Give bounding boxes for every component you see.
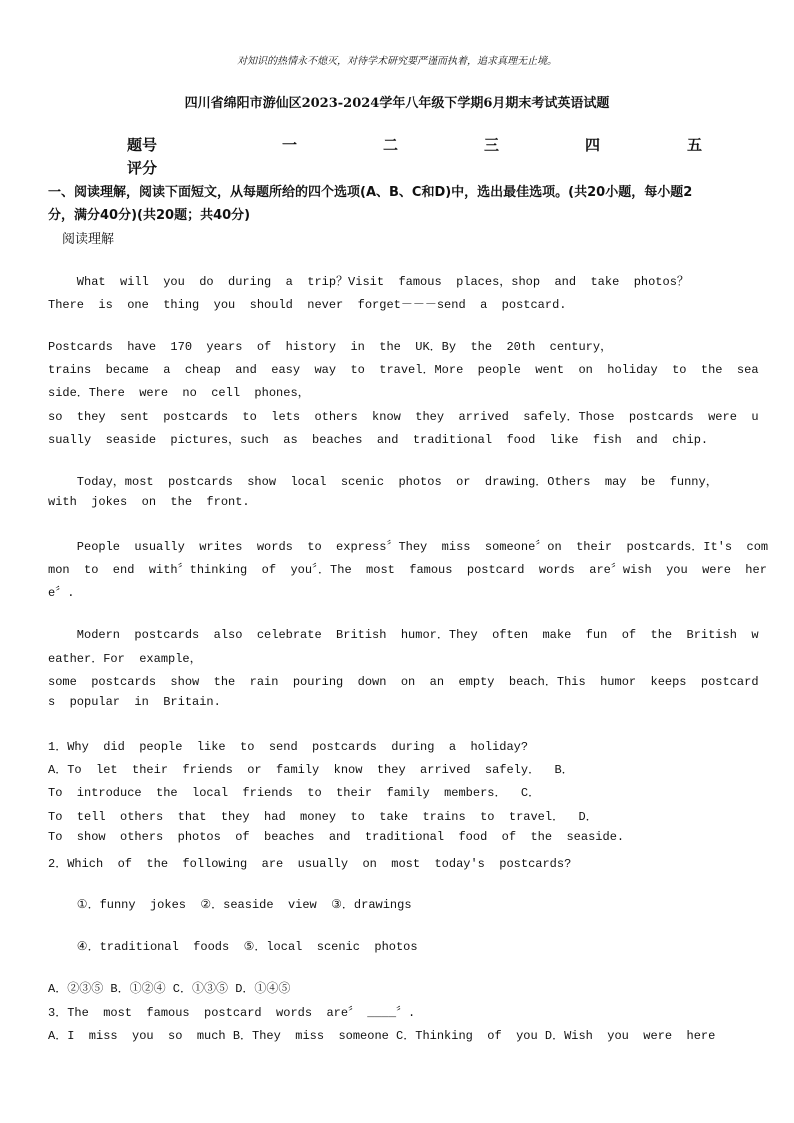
question-line: ①．funny jokes ②．seaside view ③．drawings xyxy=(48,898,412,912)
passage-line: s popular in Britain. xyxy=(48,695,221,709)
passage-line: Today，most postcards show local scenic photos or drawing．Others may be funny， xyxy=(48,475,718,489)
score-table-col-5: 五 xyxy=(687,136,703,154)
score-table-col-3: 三 xyxy=(484,136,500,154)
passage-line: What will you do during a trip？Visit famous places，shop and take photos？ xyxy=(48,275,689,289)
section-heading-line1: 一、阅读理解，阅读下面短文，从每题所给的四个选项(A、B、C和D)中，选出最佳选项。(共20小题，每小题2 xyxy=(48,185,693,200)
passage-line: side．There were no cell phones， xyxy=(48,386,310,400)
score-table-col-1: 一 xyxy=(282,136,298,154)
passage-line: so they sent postcards to lets others know they arrived safely．Those postcards were u xyxy=(48,410,759,424)
passage-line: sually seaside pictures，such as beaches and traditional food like fish and chip. xyxy=(48,433,709,447)
question-line: 2．Which of the following are usually on most today's postcards? xyxy=(48,857,572,871)
question-line: A．I miss you so much B．They miss someone C．Thinking of you D．Wish you were here xyxy=(48,1029,716,1043)
score-table-row1-label: 题号 xyxy=(127,136,158,154)
question-line: 3．The most famous postcard words are〞 ____〞. xyxy=(48,1006,416,1020)
question-line: To show others photos of beaches and traditional food of the seaside. xyxy=(48,830,625,844)
section-subheading: 阅读理解 xyxy=(62,232,115,247)
passage-line: with jokes on the front. xyxy=(48,495,250,509)
page-title: 四川省绵阳市游仙区2023-2024学年八年级下学期6月期末考试英语试题 xyxy=(184,96,610,111)
passage-line: Modern postcards also celebrate British humor．They often make fun of the British w xyxy=(48,628,759,642)
question-line: To tell others that they had money to take trains to travel． D． xyxy=(48,810,598,824)
passage-line: People usually writes words to express〞They miss someone〞on their postcards．It's com xyxy=(48,540,769,554)
passage-line: eather．For example， xyxy=(48,652,202,666)
passage-line: e〞. xyxy=(48,586,75,600)
header-motto: 对知识的热情永不熄灭，对待学术研究要严谨而执着，追求真理无止境。 xyxy=(237,56,557,67)
score-table-row2-label: 评分 xyxy=(127,159,158,177)
question-line: A．②③⑤ B．①②④ C．①③⑤ D．①④⑤ xyxy=(48,982,291,996)
passage-line: There is one thing you should never forget－－－send a postcard. xyxy=(48,298,567,312)
score-table-col-2: 二 xyxy=(383,136,399,154)
question-line: ④．traditional foods ⑤．local scenic photos xyxy=(48,940,418,954)
question-line: To introduce the local friends to their family members． C． xyxy=(48,786,541,800)
score-table-col-4: 四 xyxy=(585,136,601,154)
section-heading-line2: 分，满分40分)(共20题；共40分) xyxy=(48,208,251,223)
passage-line: some postcards show the rain pouring down on an empty beach．This humor keeps postcard xyxy=(48,675,759,689)
question-line: 1．Why did people like to send postcards during a holiday? xyxy=(48,740,529,754)
passage-line: mon to end with〞thinking of you〞．The most famous postcard words are〞wish you were her xyxy=(48,563,767,577)
passage-line: trains became a cheap and easy way to travel．More people went on holiday to the sea xyxy=(48,363,759,377)
passage-line: Postcards have 170 years of history in the UK．By the 20th century， xyxy=(48,340,613,354)
question-line: A．To let their friends or family know they arrived safely． B． xyxy=(48,763,574,777)
